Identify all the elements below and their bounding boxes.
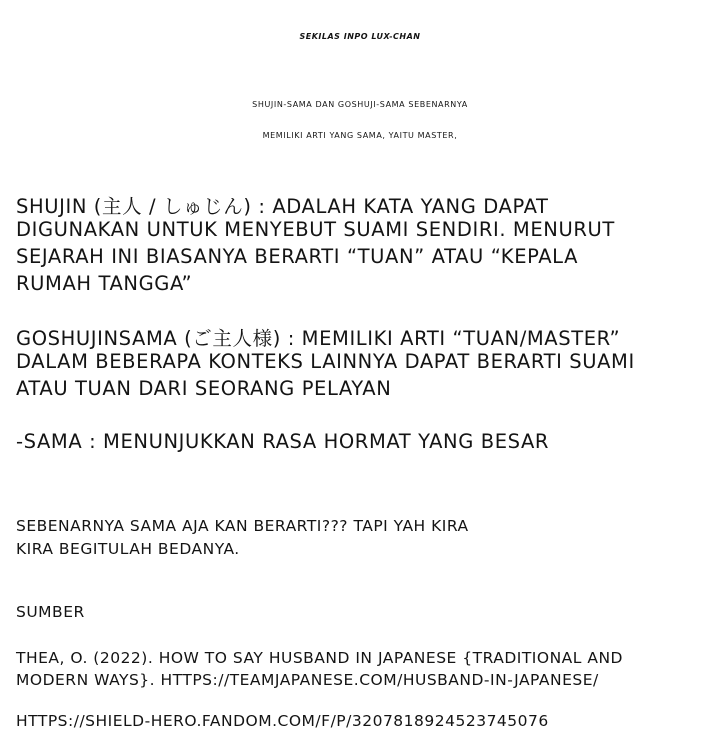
intro-line-2: MEMILIKI ARTI YANG SAMA, YAITU MASTER, [262, 131, 458, 140]
page-title: SEKILAS INPO LUX-CHAN [299, 32, 421, 41]
source-line-1: THEA, O. (2022). HOW TO SAY HUSBAND IN JAPANESE {TRADITIONAL AND [16, 649, 623, 667]
shujin-line-4: RUMAH TANGGA” [16, 272, 193, 295]
intro-line-1: SHUJIN-SAMA DAN GOSHUJI-SAMA SEBENARNYA [252, 100, 468, 109]
shujin-line-3: SEJARAH INI BIASANYA BERARTI “TUAN” ATAU “KEPALA [16, 245, 579, 268]
shujin-line-1: SHUJIN (主人 / しゅじん) : ADALAH KATA YANG DAPAT [16, 195, 549, 218]
shujin-line-2: DIGUNAKAN UNTUK MENYEBUT SUAMI SENDIRI. MENURUT [16, 218, 615, 241]
source-line-2: MODERN WAYS}. HTTPS://TEAMJAPANESE.COM/HUSBAND-IN-JAPANESE/ [16, 671, 599, 689]
note-line-1: SEBENARNYA SAMA AJA KAN BERARTI??? TAPI YAH KIRA [16, 517, 469, 535]
goshujinsama-line-3: ATAU TUAN DARI SEORANG PELAYAN [16, 377, 392, 400]
sama-definition: -SAMA : MENUNJUKKAN RASA HORMAT YANG BESAR [16, 430, 550, 453]
goshujinsama-line-2: DALAM BEBERAPA KONTEKS LAINNYA DAPAT BERARTI SUAMI [16, 350, 635, 373]
note-line-2: KIRA BEGITULAH BEDANYA. [16, 540, 240, 558]
sumber-label: SUMBER [16, 603, 85, 621]
source-line-3: HTTPS://SHIELD-HERO.FANDOM.COM/F/P/3207818924523745076 [16, 712, 549, 730]
goshujinsama-line-1: GOSHUJINSAMA (ご主人様) : MEMILIKI ARTI “TUAN/MASTER” [16, 327, 621, 350]
